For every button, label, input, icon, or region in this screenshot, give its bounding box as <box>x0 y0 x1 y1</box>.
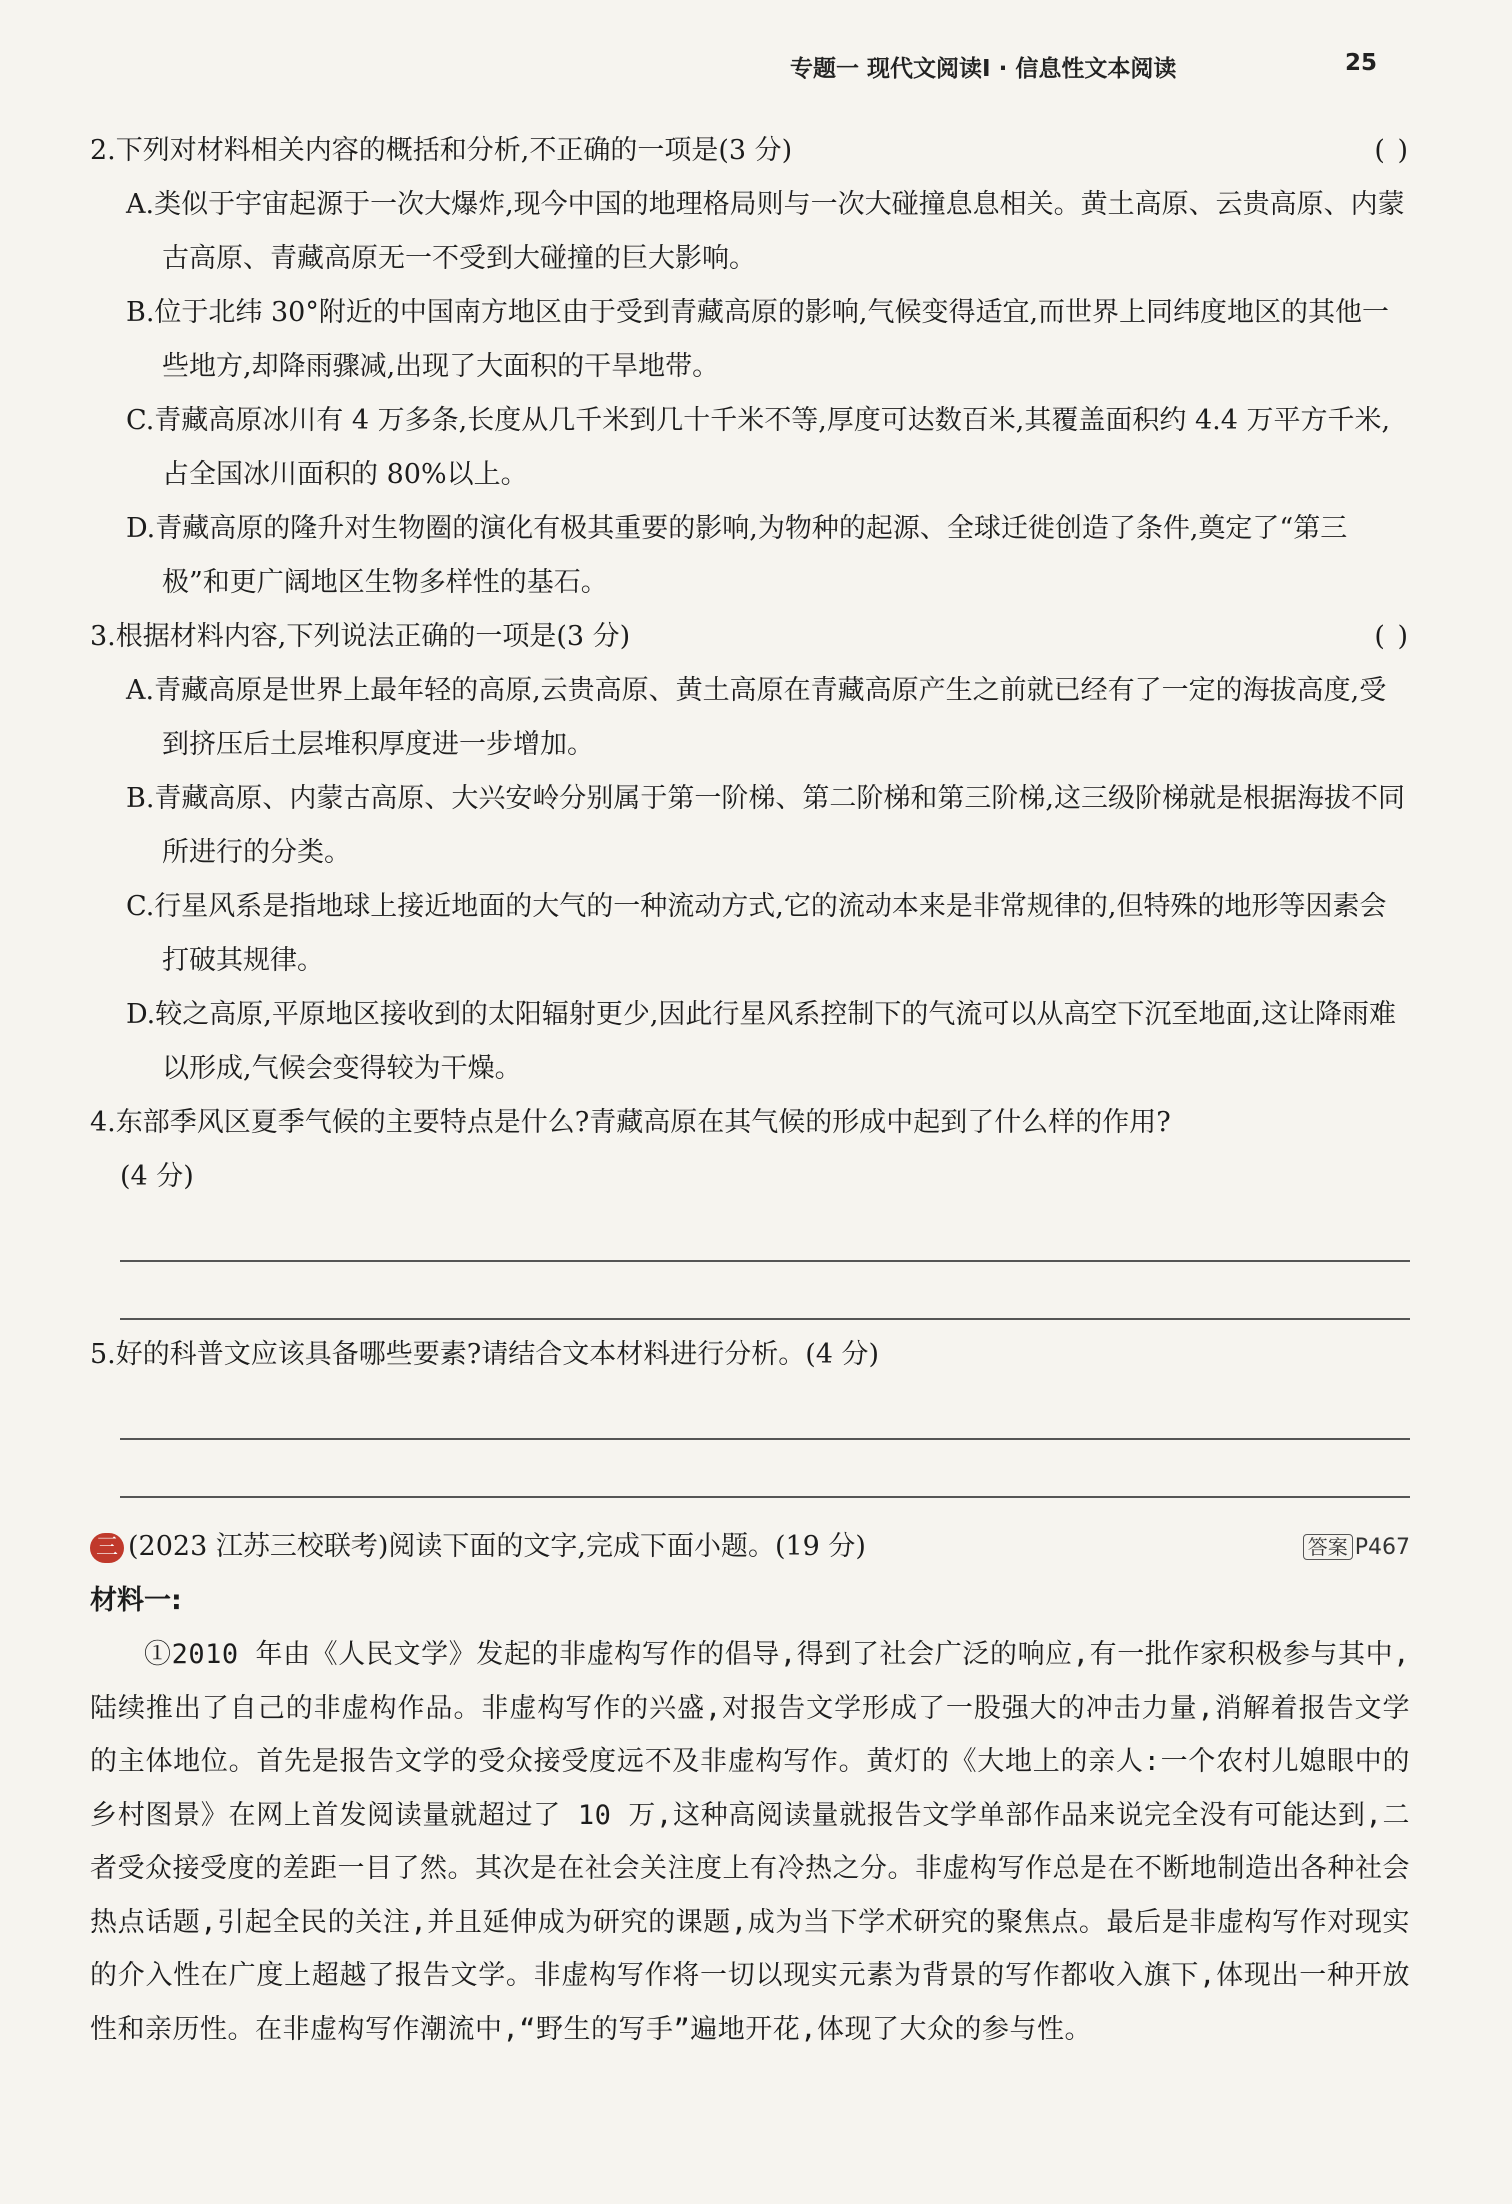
section-3-title: (2023 江苏三校联考)阅读下面的文字,完成下面小题。(19 分) <box>128 1531 866 1562</box>
question-5-stem: 5.好的科普文应该具备哪些要素?请结合文本材料进行分析。(4 分) <box>90 1339 880 1370</box>
question-3-stem: 3.根据材料内容,下列说法正确的一项是(3 分) <box>90 621 631 652</box>
question-4-stem: 4.东部季风区夏季气候的主要特点是什么?青藏高原在其气候的形成中起到了什么样的作用? <box>90 1107 1171 1138</box>
answer-page: P467 <box>1354 1535 1410 1560</box>
option-b: B.位于北纬 30°附近的中国南方地区由于受到青藏高原的影响,气候变得适宜,而世界上同纬度地区的其他一些地方,却降雨骤减,出现了大面积的干旱地带。 <box>126 297 1390 382</box>
answer-line[interactable] <box>120 1382 1410 1440</box>
section-3-header <box>90 1520 1410 1574</box>
option-d: D.青藏高原的隆升对生物圈的演化有极其重要的影响,为物种的起源、全球迁徙创造了条件,奠定了“第三极”和更广阔地区生物多样性的基石。 <box>126 513 1348 598</box>
option-a: A.类似于宇宙起源于一次大爆炸,现今中国的地理格局则与一次大碰撞息息相关。黄土高原、云贵高原、内蒙古高原、青藏高原无一不受到大碰撞的巨大影响。 <box>126 189 1405 274</box>
option-a: A.青藏高原是世界上最年轻的高原,云贵高原、黄土高原在青藏高原产生之前就已经有了一定的海拔高度,受到挤压后土层堆积厚度进一步增加。 <box>126 675 1387 760</box>
page-body <box>90 124 1410 2056</box>
question-5 <box>90 1328 1410 1382</box>
answer-tag: 答案 <box>1303 1534 1353 1560</box>
section-title: 专题一 现代文阅读Ⅰ · 信息性文本阅读 <box>790 56 1177 82</box>
section-badge: 三 <box>90 1533 124 1563</box>
answer-line[interactable] <box>120 1440 1410 1498</box>
question-2-stem: 2.下列对材料相关内容的概括和分析,不正确的一项是(3 分) <box>90 135 793 166</box>
answer-reference <box>1303 1520 1410 1575</box>
material-1-paragraph: ①2010 年由《人民文学》发起的非虚构写作的倡导,得到了社会广泛的响应,有一批作家积极参与其中,陆续推出了自己的非虚构作品。非虚构写作的兴盛,对报告文学形成了一股强大的冲击力量,消解着报告文学的主体地位。首先是报告文学的受众接受度远不及非虚构写作。黄灯的《大地上的亲人:一个农村儿媳眼中的乡村图景》在网上首发阅读量就超过了 10 万,这种高阅读量就报告文学单部作品来说完全没有可能达到,二者受众接受度的差距一目了然。其次是在社会关注度上有冷热之分。非虚构写作总是在不断地制造出各种社会热点话题,引起全民的关注,并且延伸成为研究的课题,成为当下学术研究的聚焦点。最后是非虚构写作对现实的介入性在广度上超越了报告文学。非虚构写作将一切以现实元素为背景的写作都收入旗下,体现出一种开放性和亲历性。在非虚构写作潮流中,“野生的写手”遍地开花,体现了大众的参与性。 <box>90 1639 1410 2045</box>
answer-paren: ( ) <box>1374 621 1410 652</box>
page-number: 25 <box>1345 50 1378 76</box>
question-4 <box>90 1096 1410 1150</box>
points-label: (4 分) <box>120 1161 194 1192</box>
option-d: D.较之高原,平原地区接收到的太阳辐射更少,因此行星风系控制下的气流可以从高空下沉至地面,这让降雨难以形成,气候会变得较为干燥。 <box>126 999 1397 1084</box>
option-b: B.青藏高原、内蒙古高原、大兴安岭分别属于第一阶梯、第二阶梯和第三阶梯,这三级阶梯就是根据海拔不同所进行的分类。 <box>126 783 1406 868</box>
answer-line[interactable] <box>120 1204 1410 1262</box>
option-c: C.青藏高原冰川有 4 万多条,长度从几千米到几十千米不等,厚度可达数百米,其覆盖面积约 4.4 万平方千米,占全国冰川面积的 80%以上。 <box>126 405 1391 490</box>
answer-paren: ( ) <box>1374 135 1410 166</box>
option-c: C.行星风系是指地球上接近地面的大气的一种流动方式,它的流动本来是非常规律的,但特殊的地形等因素会打破其规律。 <box>126 891 1387 976</box>
question-2 <box>90 124 1410 178</box>
answer-line[interactable] <box>120 1262 1410 1320</box>
question-4-points <box>90 1150 1410 1204</box>
question-3 <box>90 610 1410 664</box>
page-header <box>0 44 1512 84</box>
material-1-title: 材料一: <box>90 1585 182 1616</box>
